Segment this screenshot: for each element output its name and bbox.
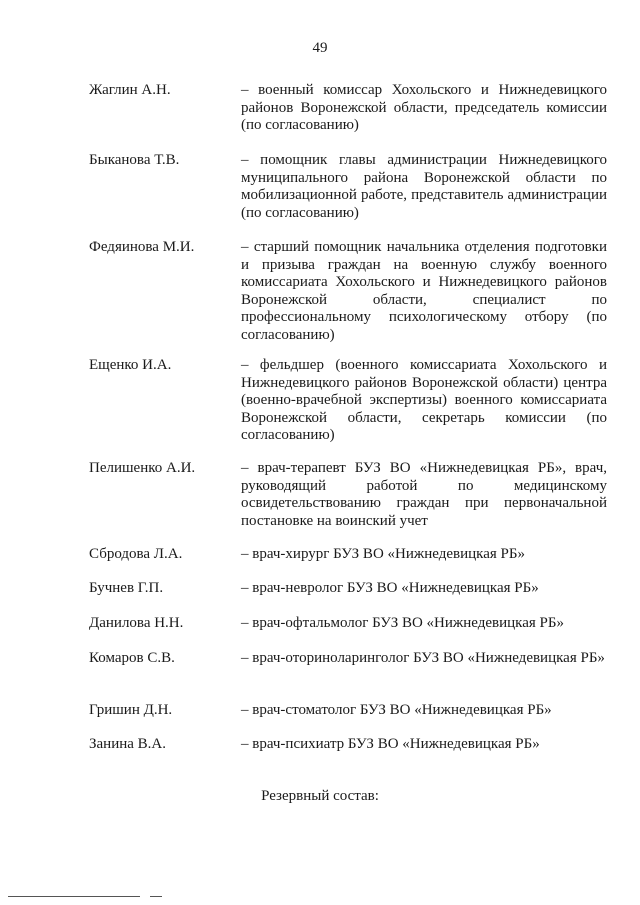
member-name: Быканова Т.В. [89, 152, 180, 168]
member-name: Жаглин А.Н. [89, 82, 171, 98]
member-role: – фельдшер (военного комиссариата Хохольского и Нижнедевицкого районов Воронежской области) центра (военно-врачебной экспертизы) военного комиссариата Воронежской области, секретарь комиссии (по согласованию) [241, 357, 607, 443]
member-name: Федяинова М.И. [89, 239, 195, 255]
member-role: – врач-терапевт БУЗ ВО «Нижнедевицкая РБ», врач, руководящий работой по медицинскому освидетельствованию граждан при первоначальной постановке на воинский учет [241, 460, 607, 529]
member-role: – врач-невролог БУЗ ВО «Нижнедевицкая РБ» [241, 580, 539, 596]
reserve-heading: Резервный состав: [261, 788, 379, 804]
member-role: – старший помощник начальника отделения подготовки и призыва граждан на военную службу военного комиссариата Хохольского и Нижнедевицкого районов Воронежской области, специалист по профессиональному психологическому отбору (по согласованию) [241, 239, 607, 343]
member-name: Сбродова Л.А. [89, 546, 183, 562]
member-role: – помощник главы администрации Нижнедевицкого муниципального района Воронежской области по мобилизационной работе, представитель администрации (по согласованию) [241, 152, 607, 221]
member-role: – военный комиссар Хохольского и Нижнедевицкого районов Воронежской области, председатель комиссии (по согласованию) [241, 82, 607, 133]
member-role: – врач-оториноларинголог БУЗ ВО «Нижнедевицкая РБ» [241, 650, 605, 666]
member-name: Бучнев Г.П. [89, 580, 164, 596]
member-name: Комаров С.В. [89, 650, 175, 666]
member-name: Пелишенко А.И. [89, 460, 196, 476]
member-role: – врач-офтальмолог БУЗ ВО «Нижнедевицкая РБ» [241, 615, 565, 631]
footer-rule [8, 896, 140, 897]
member-role: – врач-психиатр БУЗ ВО «Нижнедевицкая РБ» [241, 736, 540, 752]
member-name: Ещенко И.А. [89, 357, 172, 373]
page-number: 49 [312, 40, 328, 56]
member-name: Данилова Н.Н. [89, 615, 184, 631]
member-role: – врач-хирург БУЗ ВО «Нижнедевицкая РБ» [241, 546, 525, 562]
footer-rule-short [150, 896, 162, 897]
member-name: Занина В.А. [89, 736, 166, 752]
member-name: Гришин Д.Н. [89, 702, 173, 718]
member-role: – врач-стоматолог БУЗ ВО «Нижнедевицкая РБ» [241, 702, 552, 718]
